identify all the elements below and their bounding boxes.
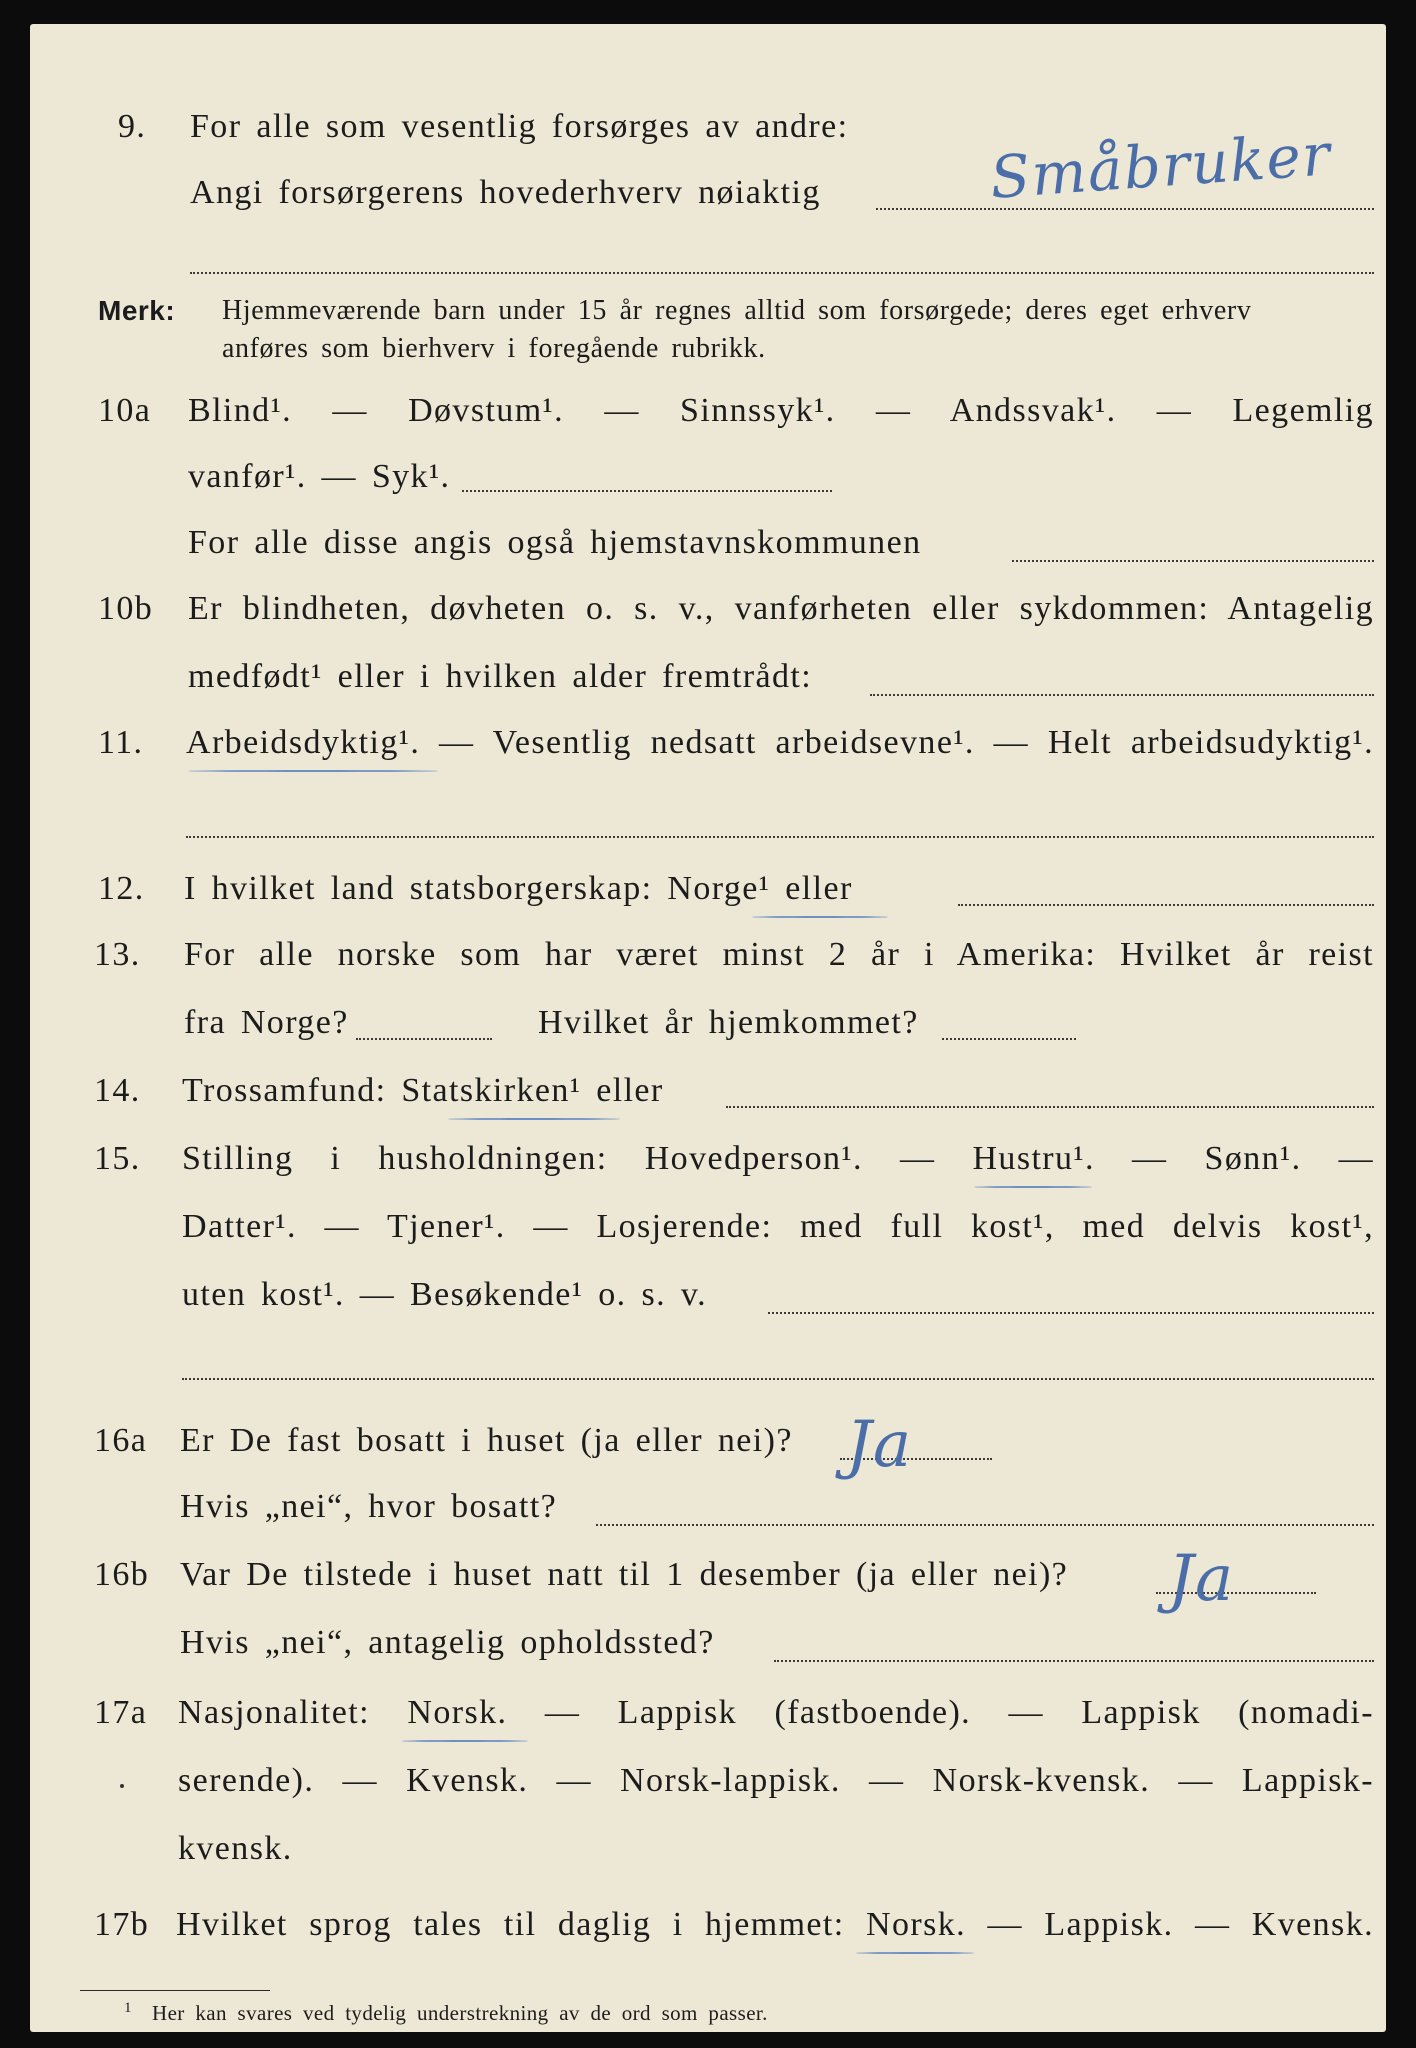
q9-extra-line [190,272,1374,274]
q12-number: 12. [98,870,145,907]
q15-line2: Datter¹. — Tjener¹. — Losjerende: med full kost¹, med delvis kost¹, [182,1208,1374,1245]
q17b-number: 17b [94,1906,150,1943]
merk-label: Merk: [98,295,176,326]
q14-underline-statskirken [448,1118,620,1120]
q16a-line1: Er De fast bosatt i huset (ja eller nei)? [180,1422,793,1459]
q9-answer-line [876,208,1374,210]
q17a-line3: kvensk. [178,1830,293,1867]
q16b-number: 16b [94,1556,150,1593]
q15-line3: uten kost¹. — Besøkende¹ o. s. v. [182,1276,708,1313]
q17b-underline-norsk [856,1952,974,1954]
q17a-line1: Nasjonalitet: Norsk. — Lappisk (fastboende). — Lappisk (nomadi- [178,1694,1374,1731]
q16b-handwritten-answer: Ja [1168,1542,1235,1616]
q17a-number: 17a [94,1694,148,1731]
q10a-line2: vanfør¹. — Syk¹. [188,458,451,495]
q13-line1: For alle norske som har været minst 2 år i Amerika: Hvilket år reist [184,936,1374,973]
q13-hjemkommet-line [942,1038,1076,1040]
q16b-line1: Var De tilstede i huset natt til 1 desember (ja eller nei)? [180,1556,1069,1593]
q14-line1: Trossamfund: Statskirken¹ eller [182,1072,664,1109]
q9-handwritten-answer: Småbruker [988,120,1334,212]
q12-line1: I hvilket land statsborgerskap: Norge¹ eller [184,870,853,907]
q10b-number: 10b [98,590,154,627]
q10a-hometown-line [1012,560,1374,562]
q9-line2: Angi forsørgerens hovederhverv nøiaktig [190,174,821,211]
q14-answer-line [726,1106,1374,1108]
q17a-line2: serende). — Kvensk. — Norsk-lappisk. — Norsk-kvensk. — Lappisk- [178,1762,1374,1799]
q15-line1: Stilling i husholdningen: Hovedperson¹. — Hustru¹. — Sønn¹. — [182,1140,1374,1177]
q15-extra-line [182,1378,1374,1380]
q13-reist-line [356,1038,492,1040]
q17a-underline-norsk [402,1740,528,1742]
q16a-number: 16a [94,1422,148,1459]
merk-line2: anføres som bierhverv i foregående rubrikk. [222,333,766,364]
q9-line1: For alle som vesentlig forsørges av andre: [190,108,849,145]
q10a-line3: For alle disse angis også hjemstavnskommunen [188,524,922,561]
q15-number: 15. [94,1140,141,1177]
q15-underline-hustru [974,1186,1092,1188]
q11-line1: Arbeidsdyktig¹. — Vesentlig nedsatt arbeidsevne¹. — Helt arbeidsudyktig¹. [186,724,1374,761]
q10b-answer-line [870,694,1374,696]
q10b-line1: Er blindheten, døvheten o. s. v., vanførheten eller sykdommen: Antagelig [188,590,1374,627]
q13-line2b: Hvilket år hjemkommet? [538,1004,919,1041]
q10a-number: 10a [98,392,152,429]
q13-number: 13. [94,936,141,973]
q15-answer-line [768,1312,1374,1314]
footnote-rule [80,1990,270,1991]
q16b-line2: Hvis „nei“, antagelig opholdssted? [180,1624,715,1661]
footnote-text: Her kan svares ved tydelig understrekning av de ord som passer. [152,2001,768,2025]
q16a-bosatt-line [596,1524,1374,1526]
q10a-answer-line [462,490,832,492]
q10a-line1: Blind¹. — Døvstum¹. — Sinnssyk¹. — Andssvak¹. — Legemlig [188,392,1374,429]
q10b-line2: medfødt¹ eller i hvilken alder fremtrådt: [188,658,813,695]
merk-line1: Hjemmeværende barn under 15 år regnes alltid som forsørgede; deres eget erhverv [222,295,1252,326]
q11-number: 11. [98,724,144,761]
q11-underline-arbeidsdyktig [188,770,438,772]
q16a-line2: Hvis „nei“, hvor bosatt? [180,1488,558,1525]
q17b-line1: Hvilket sprog tales til daglig i hjemmet: Norsk. — Lappisk. — Kvensk. [176,1906,1374,1943]
q16a-handwritten-answer: Ja [846,1408,913,1482]
q11-extra-line [186,836,1374,838]
q12-answer-line [958,904,1374,906]
census-form-page [30,24,1386,2032]
q12-underline-norge [752,916,888,918]
footnote-mark: 1 [124,2000,132,2016]
q9-number: 9. [118,108,147,145]
q14-number: 14. [94,1072,141,1109]
stray-mark [120,1784,124,1788]
q13-line2a: fra Norge? [184,1004,349,1041]
q16b-opholdssted-line [774,1660,1374,1662]
